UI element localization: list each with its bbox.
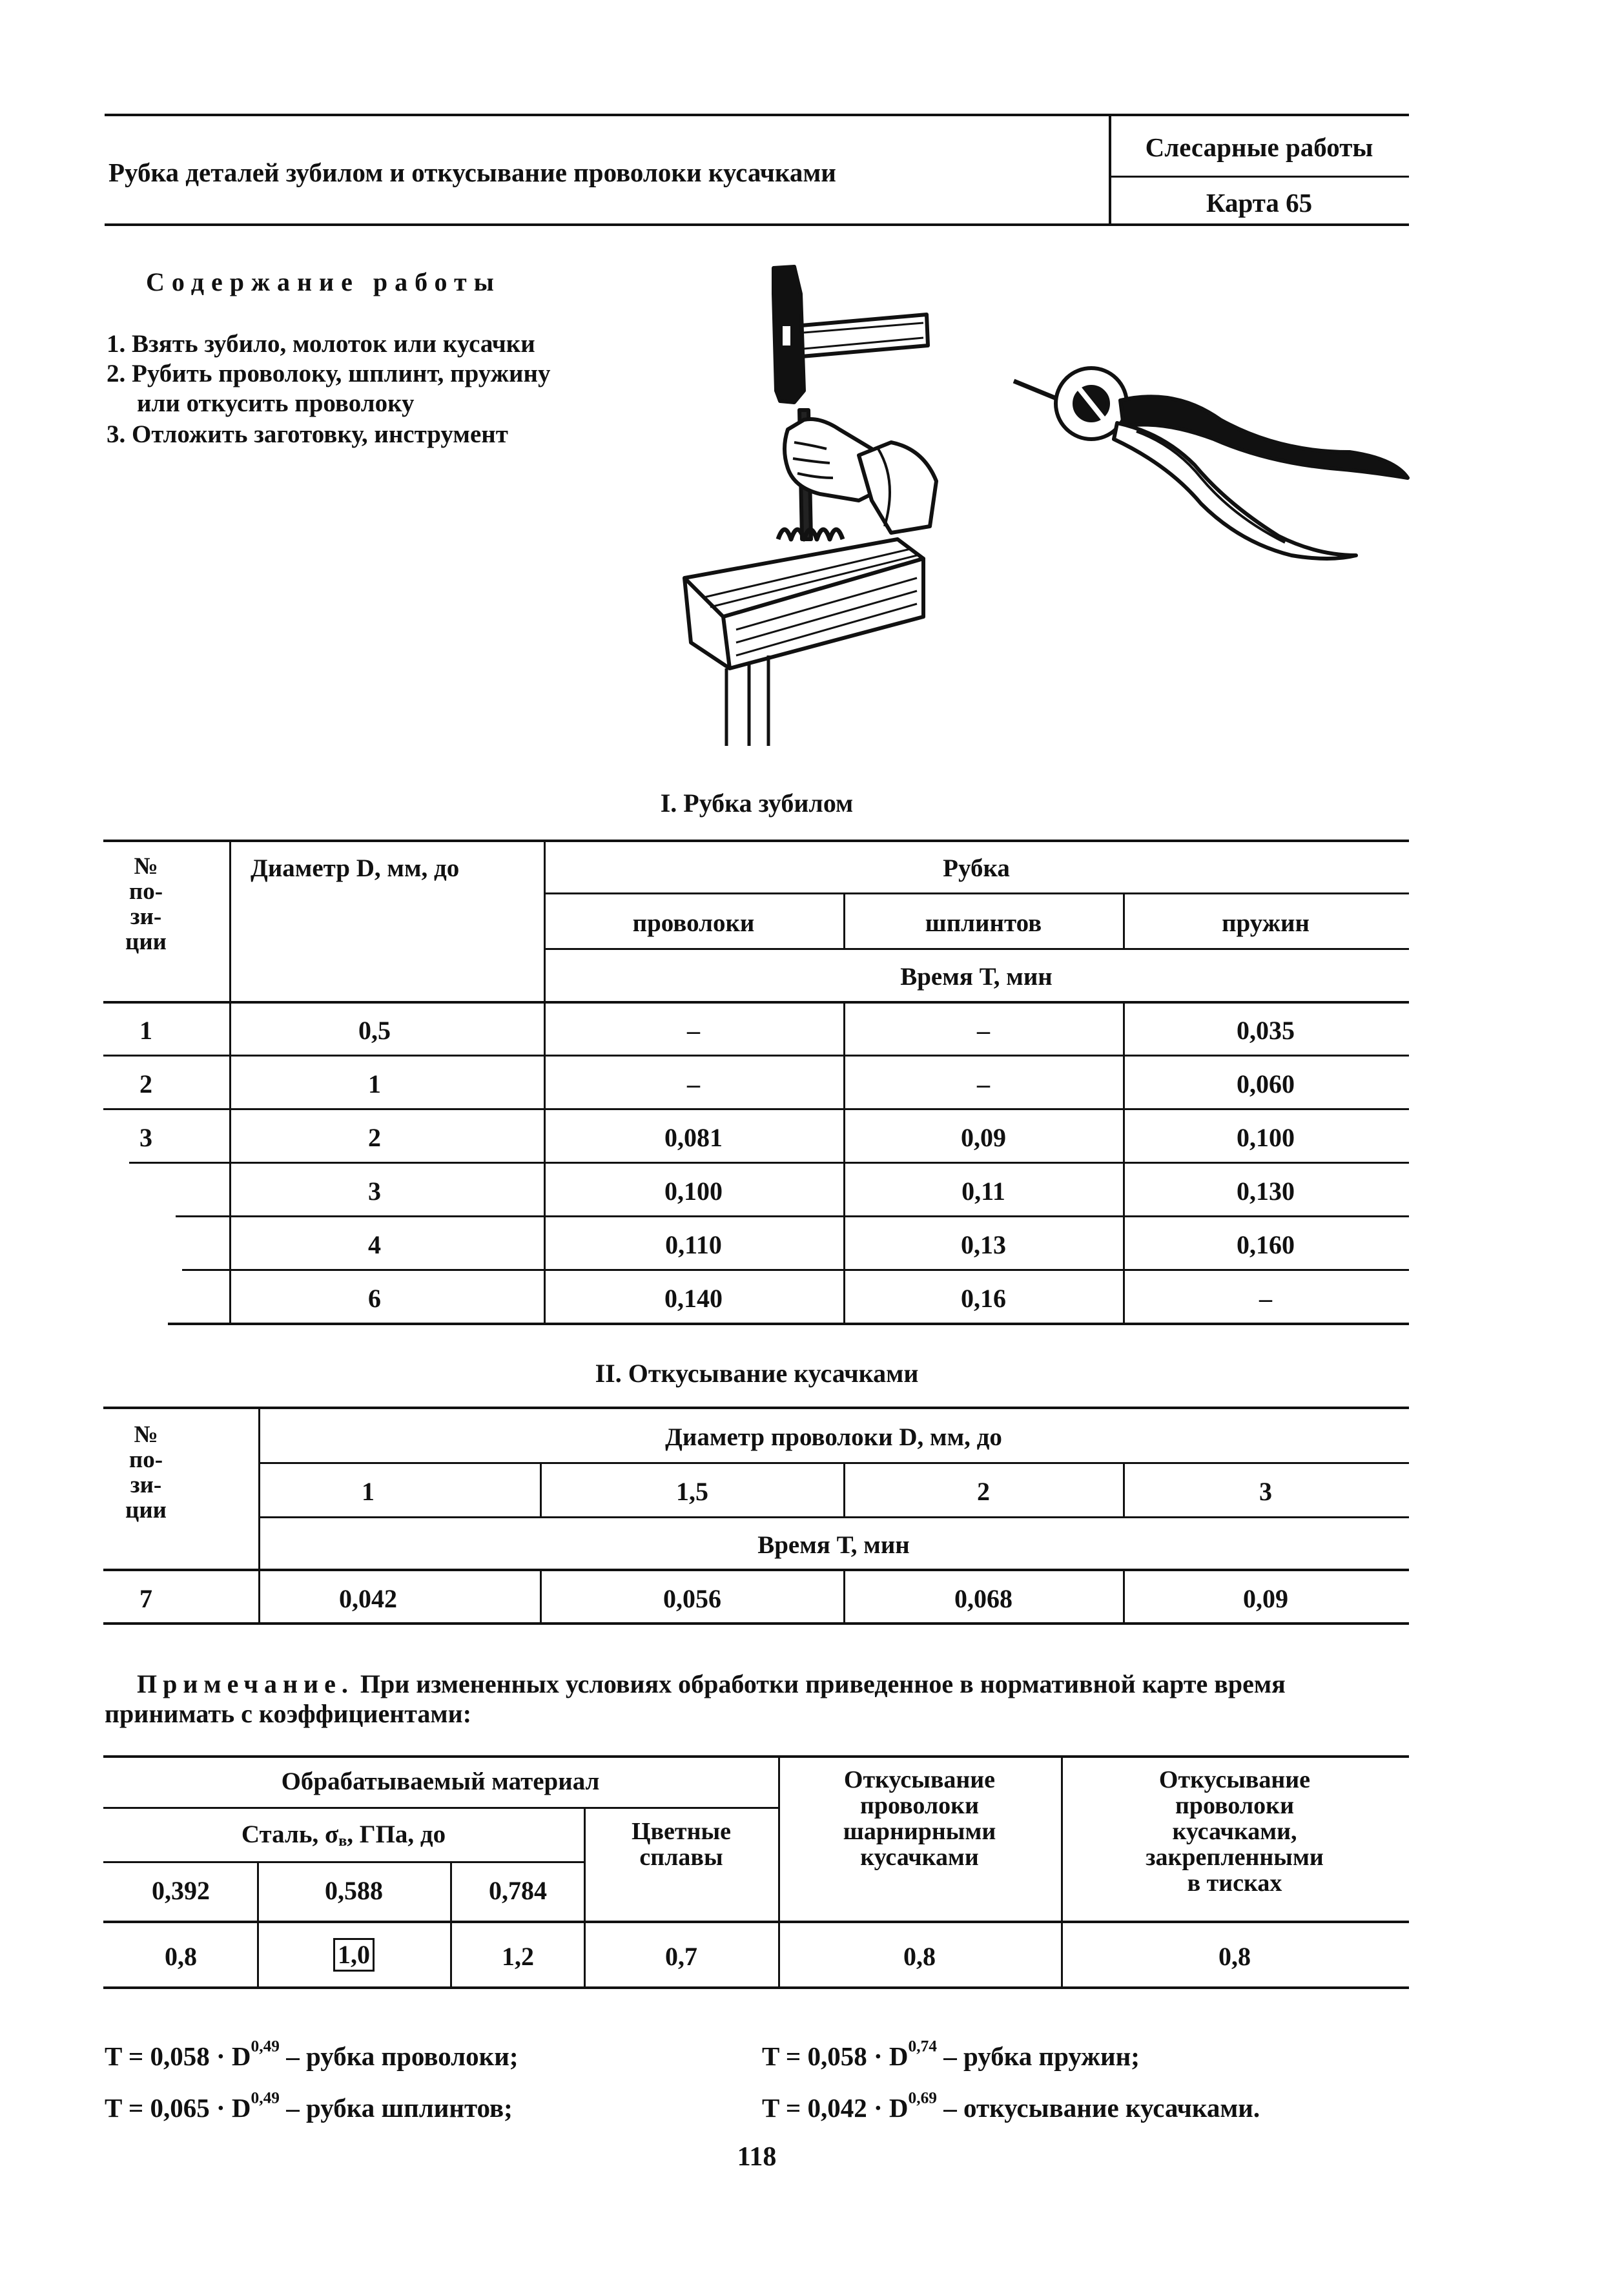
pos-header: № по- зи- ции (125, 1421, 167, 1523)
pos-header: № по- зи- ции (125, 853, 167, 955)
header-bottom-rule (105, 223, 1409, 226)
steel-col: 0,392 (152, 1876, 210, 1905)
formula-wire: T = 0,058 · D$^{0,49}$ – рубка проволоки; (105, 2037, 519, 2071)
time-label-1: Время Т, мин (900, 963, 1053, 991)
hinged-nippers-header: Откусывание проволоки шарнирными кусачками (843, 1766, 996, 1871)
steel-header: Сталь, $\sigma_в$, ГПа, до (241, 1820, 446, 1850)
header-top-rule (105, 114, 1409, 116)
nonferrous-header: Цветные сплавы (631, 1818, 732, 1871)
table-nippers: № по- зи- ции Диаметр проволоки D, мм, до 1 1,5 2 3 Время Т, мин 7 0,042 0,056 0,068 0,09 (103, 1407, 1409, 1626)
step-3: 3. Отложить заготовку, инструмент (107, 420, 508, 448)
section1-title: I. Рубка зубилом (660, 789, 854, 818)
steel-col: 0,784 (489, 1876, 547, 1905)
diameter-col: 3 (1259, 1477, 1272, 1506)
note-line-1: Примечание. При измененных условиях обработки приведенное в нормативной карте время (137, 1669, 1286, 1698)
diameter-col: 1,5 (676, 1477, 708, 1506)
time-label-2: Время Т, мин (757, 1531, 910, 1559)
wire-diameter-header: Диаметр проволоки D, мм, до (665, 1423, 1002, 1451)
formula-spring: T = 0,058 · D$^{0,74}$ – рубка пружин; (762, 2037, 1140, 2071)
step-1: 1. Взять зубило, молоток или кусачки (107, 330, 535, 358)
header-divider (1109, 114, 1111, 225)
step-2-cont: или откусить проволоку (137, 389, 415, 417)
pliers-illustration (1007, 349, 1421, 568)
diameter-col: 1 (362, 1477, 375, 1506)
card-number: Карта 65 (1206, 188, 1313, 218)
card-title: Рубка деталей зубилом и откусывание проволоки кусачками (108, 158, 836, 187)
formula-pin: T = 0,065 · D$^{0,49}$ – рубка шплинтов; (105, 2088, 513, 2123)
note-label: Примечание. (137, 1669, 354, 1698)
table-coefficients: Обрабатываемый материал Сталь, $\sigma_в$, ГПа, до 0,392 0,588 0,784 Цветные сплавы Откусывание проволоки шарнирными кусачками Откусывание проволоки кусачками, закрепленными в тисках 0,8 1,0 1,2 0,7 0,8 0,8 (103, 1755, 1409, 2001)
steel-col: 0,588 (325, 1876, 383, 1905)
step-2: 2. Рубить проволоку, шплинт, пружину (107, 360, 551, 387)
formula-nippers: T = 0,042 · D$^{0,69}$ – откусывание кусачками. (762, 2088, 1260, 2123)
vise-nippers-header: Откусывание проволоки кусачками, закрепленными в тисках (1146, 1766, 1324, 1897)
chisel-hammer-illustration (665, 255, 962, 752)
note-line-2: принимать с коэффициентами: (105, 1699, 472, 1728)
page-number: 118 (737, 2142, 777, 2172)
category-label: Слесарные работы (1145, 132, 1373, 162)
material-header: Обрабатываемый материал (281, 1768, 600, 1795)
content-heading: Содержание работы (146, 267, 501, 296)
diameter-col: 2 (977, 1477, 990, 1506)
col-wire: проволоки (632, 909, 755, 937)
chopping-header: Рубка (943, 854, 1010, 882)
base-coefficient-box: 1,0 (333, 1938, 375, 1972)
col-spring: пружин (1222, 909, 1310, 937)
section2-title: II. Откусывание кусачками (595, 1359, 919, 1388)
header-sub-rule (1110, 176, 1409, 178)
table-chisel: № по- зи- ции Диаметр D, мм, до Рубка проволоки шплинтов пружин Время Т, мин 1 0,5 – – 0,035 2 1 – – 0,060 3 2 0,081 0,09 0,100 3 0,100 0,11 0,130 4 0,110 0,13 0,160 6 0,140 0,16 – (103, 840, 1409, 1330)
diameter-header: Диаметр D, мм, до (251, 854, 460, 882)
col-pin: шплинтов (925, 909, 1042, 937)
